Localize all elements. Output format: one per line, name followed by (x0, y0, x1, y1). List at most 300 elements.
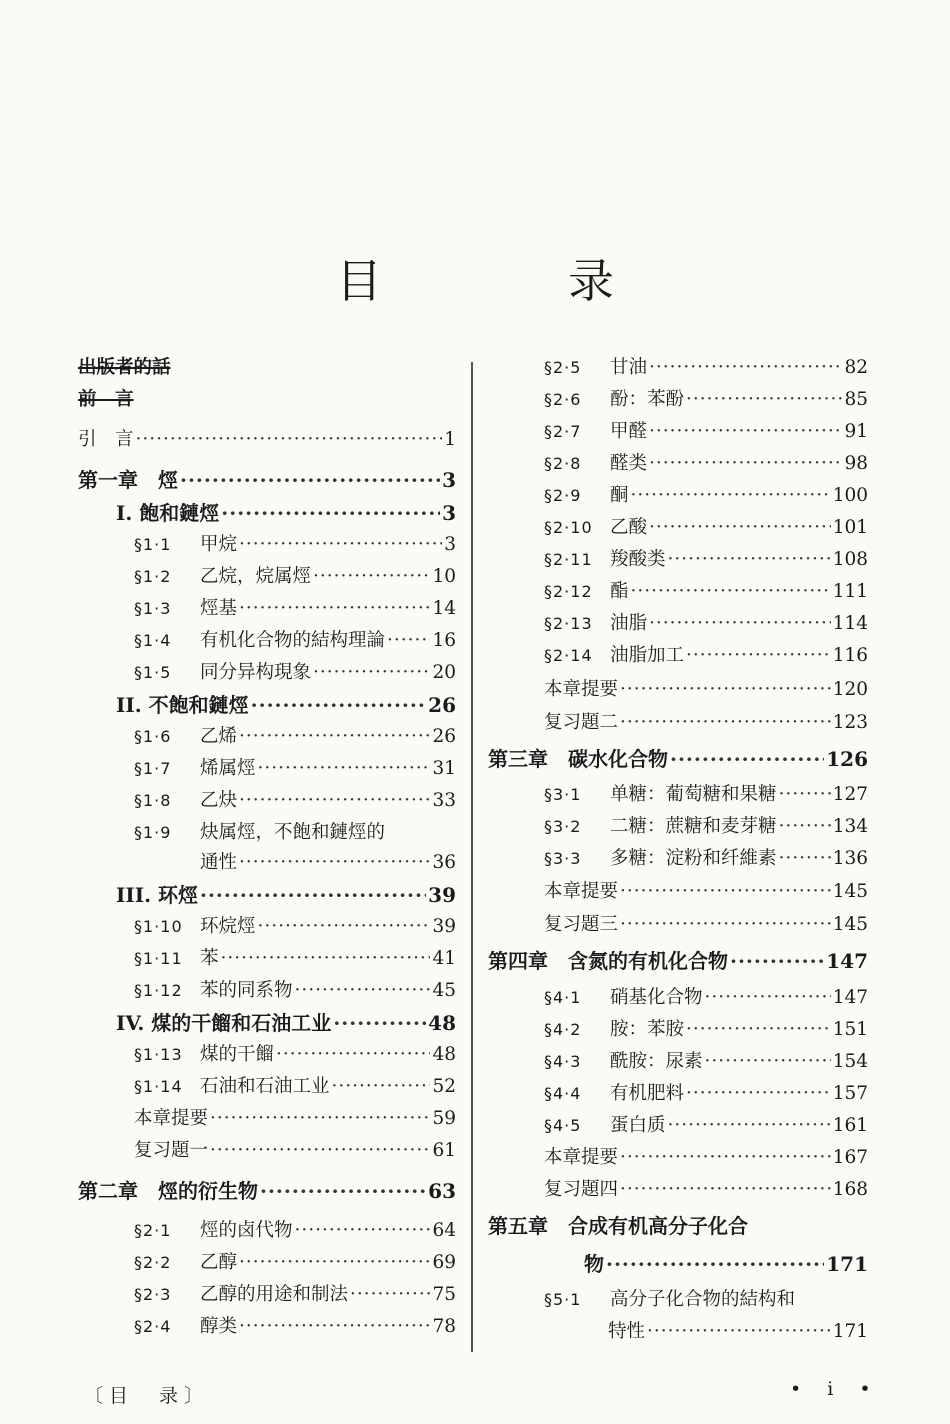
dot-leader (251, 695, 427, 715)
toc-entry-title (134, 1317, 237, 1337)
toc-entry-label: 乙醇的用途和制法 (200, 1284, 349, 1305)
section-number: §2·9 (544, 486, 582, 505)
toc-entry (78, 663, 456, 695)
toc-entry-title (544, 550, 666, 570)
toc-entry-title (544, 1052, 703, 1072)
dot-leader (620, 680, 831, 700)
toc-entry (488, 849, 868, 882)
toc-entry-title (544, 390, 684, 410)
toc-entry-label: 烴基 (200, 598, 238, 619)
toc-entry (78, 1077, 456, 1109)
toc-entry-label: 物 (584, 1252, 604, 1276)
toc-entry (78, 631, 456, 663)
toc-entry (78, 470, 456, 503)
toc-page-number: 154 (832, 1051, 868, 1072)
dot-leader (606, 1254, 824, 1274)
section-number: §2·14 (544, 646, 593, 665)
dot-leader (620, 915, 831, 935)
toc-page-number: 26 (428, 693, 456, 717)
toc-page-number: 3 (442, 468, 456, 492)
dot-leader (210, 1109, 430, 1129)
toc-entry-label: 前 言 (78, 389, 134, 410)
dot-leader (705, 988, 831, 1008)
toc-entry-title (78, 358, 171, 378)
dot-leader (332, 1077, 431, 1097)
toc-entry-title (584, 1254, 604, 1274)
toc-entry-title (134, 949, 219, 969)
dot-leader (313, 567, 430, 587)
toc-entry (488, 785, 868, 817)
toc-entry (78, 885, 456, 917)
toc-page-number: 48 (432, 1044, 456, 1065)
toc-entry-label: 本章提要 (544, 1147, 619, 1168)
toc-page-number: 168 (832, 1179, 868, 1200)
section-number: §1·3 (134, 599, 172, 618)
dot-leader (276, 1045, 430, 1065)
toc-entry-label: 本章提要 (544, 881, 619, 902)
dot-leader (239, 791, 430, 811)
toc-entry (488, 882, 868, 915)
toc-entry (78, 791, 456, 823)
dot-leader (260, 1181, 426, 1201)
toc-page-number: 61 (432, 1140, 456, 1161)
toc-page-number: 123 (832, 712, 868, 733)
toc-entry-label: 乙炔 (200, 790, 238, 811)
toc-page-number: 157 (832, 1083, 868, 1104)
toc-page-number: 85 (844, 389, 868, 410)
section-number: §1·1 (134, 535, 172, 554)
toc-entry-label: 乙醇 (200, 1252, 238, 1273)
toc-page-number: 78 (432, 1316, 456, 1337)
toc-page-number: 3 (444, 534, 456, 555)
toc-entry-title (544, 454, 647, 474)
dot-leader (295, 981, 431, 1001)
toc-entry-label: 醛类 (610, 453, 648, 474)
toc-entry-title (78, 470, 178, 490)
toc-page-number: 36 (432, 852, 456, 873)
toc-entry-title (488, 951, 728, 971)
toc-entry-label: 复习題四 (544, 1179, 619, 1200)
toc-entry (78, 1045, 456, 1077)
toc-entry-label: 甘油 (610, 357, 648, 378)
toc-page-number: 111 (832, 581, 868, 602)
toc-entry-title (544, 1116, 666, 1136)
toc-entry (78, 430, 456, 470)
toc-entry-title (544, 582, 629, 602)
toc-entry (488, 454, 868, 486)
section-number: §4·2 (544, 1020, 582, 1039)
toc-entry-title (544, 713, 618, 733)
toc-entry (488, 1322, 868, 1354)
toc-entry-title (544, 1020, 684, 1040)
toc-page-number: 31 (432, 758, 456, 779)
toc-entry-title (134, 727, 237, 747)
toc-page-number: 48 (428, 1011, 456, 1035)
toc-page-number: 136 (832, 848, 868, 869)
dot-leader (313, 663, 430, 683)
dot-leader (221, 949, 431, 969)
section-number: §2·2 (134, 1253, 172, 1272)
dot-leader (180, 470, 440, 490)
dot-leader (620, 713, 831, 733)
section-number: §2·4 (134, 1317, 172, 1336)
toc-page-number: 45 (432, 980, 456, 1001)
toc-entry-title (134, 535, 237, 555)
toc-entry (78, 599, 456, 631)
toc-entry-title (116, 885, 198, 905)
toc-page-number: 26 (432, 726, 456, 747)
toc-entry (78, 727, 456, 759)
section-number: §3·1 (544, 785, 582, 804)
toc-entry-title (544, 1084, 684, 1104)
section-number: §1·14 (134, 1077, 183, 1096)
section-number: §2·6 (544, 390, 582, 409)
toc-entry-title (544, 646, 684, 666)
toc-entry-label: 乙烷，烷属烴 (200, 566, 312, 587)
toc-page-number: 33 (432, 790, 456, 811)
toc-entry (488, 988, 868, 1020)
toc-entry-title (488, 1216, 748, 1236)
toc-page-number: 14 (432, 598, 456, 619)
section-number: §1·13 (134, 1045, 183, 1064)
toc-entry-label: II. 不飽和鏈烴 (116, 693, 249, 717)
toc-page-number: 167 (832, 1147, 868, 1168)
toc-page-number: 147 (826, 949, 868, 973)
dot-leader (136, 430, 443, 450)
toc-page-number: 69 (432, 1252, 456, 1273)
toc-page-number: 59 (432, 1108, 456, 1129)
toc-entry-title (488, 749, 668, 769)
toc-page-number: 39 (432, 916, 456, 937)
toc-entry-label: 煤的干餾 (200, 1044, 275, 1065)
toc-page-number: 63 (428, 1179, 456, 1203)
toc-entry (488, 749, 868, 785)
toc-page-number: 82 (844, 357, 868, 378)
toc-page-number: 20 (432, 662, 456, 683)
toc-entry-title (544, 518, 647, 538)
toc-entry (488, 1084, 868, 1116)
dot-leader (239, 599, 430, 619)
toc-column-right (488, 358, 868, 1354)
toc-entry-label: 同分异构現象 (200, 662, 312, 683)
toc-entry (78, 1317, 456, 1349)
toc-entry-label: 第三章 碳水化合物 (488, 747, 668, 771)
toc-entry-title (544, 1180, 618, 1200)
section-number: §4·5 (544, 1116, 582, 1135)
toc-entry (488, 486, 868, 518)
toc-page-number: 116 (832, 645, 868, 666)
dot-leader (779, 849, 831, 869)
toc-entry (488, 358, 868, 390)
section-number: §2·12 (544, 582, 593, 601)
toc-entry-label: 苯的同系物 (200, 980, 293, 1001)
section-number: §2·11 (544, 550, 593, 569)
dot-leader (239, 853, 430, 873)
toc-entry (78, 1141, 456, 1181)
toc-entry (488, 582, 868, 614)
toc-entry-label: 甲烷 (200, 534, 238, 555)
toc-page-number: 134 (832, 816, 868, 837)
toc-entry-title (134, 823, 385, 843)
toc-page-number: 64 (432, 1220, 456, 1241)
dot-leader (668, 1116, 831, 1136)
toc-entry-label: 醇类 (200, 1316, 238, 1337)
section-number: §1·8 (134, 791, 172, 810)
toc-entry-title (78, 390, 134, 410)
toc-entry (78, 1181, 456, 1221)
dot-leader (239, 1317, 430, 1337)
toc-entry (488, 518, 868, 550)
toc-entry-title (134, 663, 311, 683)
toc-entry (488, 1052, 868, 1084)
toc-entry-title (134, 599, 237, 619)
toc-entry (78, 917, 456, 949)
section-number: §2·8 (544, 454, 582, 473)
toc-entry-title (78, 1181, 258, 1201)
toc-entry-title (134, 759, 256, 779)
dot-leader (649, 358, 842, 378)
toc-entry (78, 503, 456, 535)
dot-leader (686, 646, 831, 666)
toc-entry (488, 1116, 868, 1148)
column-divider (471, 362, 473, 1352)
toc-page-number: 1 (444, 429, 456, 450)
dot-leader (620, 1180, 831, 1200)
dot-leader (631, 486, 831, 506)
toc-entry-label: 第五章 合成有机高分子化合 (488, 1214, 748, 1238)
toc-entry (488, 1290, 868, 1322)
toc-entry-label: 特性 (608, 1321, 646, 1342)
toc-page-number: 151 (832, 1019, 868, 1040)
toc-entry-title (134, 631, 385, 651)
toc-entry-title (134, 1285, 348, 1305)
toc-entry-label: 有机化合物的結构理論 (200, 630, 386, 651)
section-number: §2·5 (544, 358, 582, 377)
toc-entry (78, 823, 456, 853)
toc-entry-title (78, 430, 134, 450)
toc-entry-title (134, 917, 256, 937)
section-number: §1·10 (134, 917, 183, 936)
toc-entry-label: 本章提要 (544, 679, 619, 700)
toc-entry-title (544, 358, 647, 378)
toc-page-number: 145 (832, 914, 868, 935)
toc-entry-title (134, 1045, 274, 1065)
section-number: §2·13 (544, 614, 593, 633)
toc-entry-label: 烴的卤代物 (200, 1220, 293, 1241)
toc-page-number: 120 (832, 679, 868, 700)
toc-page-number: 3 (442, 501, 456, 525)
toc-entry-label: 乙酸 (610, 517, 648, 538)
dot-leader (779, 817, 831, 837)
dot-leader (387, 631, 430, 651)
toc-page-number: 108 (832, 549, 868, 570)
toc-page-number: 91 (844, 421, 868, 442)
toc-entry-label: 第二章 烴的衍生物 (78, 1179, 258, 1203)
toc-entry (488, 951, 868, 988)
section-number: §3·2 (544, 817, 582, 836)
section-number: §1·9 (134, 823, 172, 842)
toc-entry-title (134, 1077, 330, 1097)
toc-entry (78, 695, 456, 727)
dot-leader (258, 759, 431, 779)
toc-entry-label: 油脂加工 (610, 645, 685, 666)
toc-entry-title (544, 915, 618, 935)
toc-entry-title (544, 1290, 795, 1310)
toc-entry-label: 甲醛 (610, 421, 648, 442)
section-number: §2·10 (544, 518, 593, 537)
toc-entry-label: 硝基化合物 (610, 987, 703, 1008)
toc-entry-title (116, 695, 249, 715)
toc-entry-label: IV. 煤的干餾和石油工业 (116, 1011, 332, 1035)
dot-leader (649, 614, 831, 634)
section-number: §1·6 (134, 727, 172, 746)
toc-entry-label: 烯属烴 (200, 758, 256, 779)
toc-entry (78, 1253, 456, 1285)
toc-page-number: 114 (832, 613, 868, 634)
dot-leader (649, 518, 831, 538)
dot-leader (670, 749, 824, 769)
dot-leader (221, 503, 440, 523)
toc-entry-label: 复习題二 (544, 712, 619, 733)
toc-entry-label: 本章提要 (134, 1108, 209, 1129)
dot-leader (239, 727, 430, 747)
page-title: 目 录 (336, 254, 684, 308)
toc-entry (488, 1148, 868, 1180)
toc-entry-label: 炔属烴，不飽和鏈烴的 (200, 822, 386, 843)
dot-leader (686, 1020, 831, 1040)
dot-leader (686, 1084, 831, 1104)
toc-entry-label: 石油和石油工业 (200, 1076, 330, 1097)
dot-leader (239, 535, 442, 555)
toc-entry (78, 567, 456, 599)
toc-entry-label: 多糖：淀粉和纤維素 (610, 848, 777, 869)
section-number: §2·7 (544, 422, 582, 441)
toc-page-number: 147 (832, 987, 868, 1008)
toc-page-number: 100 (832, 485, 868, 506)
toc-page-number: 39 (428, 883, 456, 907)
running-footer: 〔目 录〕 (84, 1385, 210, 1407)
toc-entry-title (134, 1109, 208, 1129)
toc-entry-label: 酰胺：尿素 (610, 1051, 703, 1072)
toc-page-number: 41 (432, 948, 456, 969)
toc-entry-title (544, 882, 618, 902)
toc-entry (488, 680, 868, 713)
dot-leader (649, 454, 842, 474)
toc-entry-label: 第四章 含氮的有机化合物 (488, 949, 728, 973)
toc-page-number: 75 (432, 1284, 456, 1305)
toc-page-number: 161 (832, 1115, 868, 1136)
toc-entry-title (134, 1253, 237, 1273)
toc-entry (488, 646, 868, 680)
toc-entry (78, 390, 456, 430)
toc-entry-title (544, 680, 618, 700)
toc-entry (488, 550, 868, 582)
toc-entry-label: 复习題三 (544, 914, 619, 935)
toc-entry-title (544, 988, 703, 1008)
toc-entry-label: 油脂 (610, 613, 648, 634)
dot-leader (730, 951, 824, 971)
toc-entry-title (200, 853, 237, 873)
toc-entry-label: 出版者的話 (78, 357, 171, 378)
toc-entry-title (134, 1221, 293, 1241)
dot-leader (631, 582, 831, 602)
toc-entry (488, 817, 868, 849)
dot-leader (779, 785, 831, 805)
toc-entry-title (544, 614, 647, 634)
toc-entry (488, 1180, 868, 1216)
section-number: §1·4 (134, 631, 172, 650)
section-number: §2·3 (134, 1285, 172, 1304)
toc-entry-label: III. 环烴 (116, 883, 198, 907)
toc-entry (488, 1216, 868, 1254)
toc-page-number: 101 (832, 517, 868, 538)
section-number: §1·12 (134, 981, 183, 1000)
section-number: §2·1 (134, 1221, 172, 1240)
toc-page-number: 98 (844, 453, 868, 474)
toc-entry (78, 1109, 456, 1141)
toc-entry (78, 535, 456, 567)
section-number: §3·3 (544, 849, 582, 868)
toc-entry-label: 单糖：葡萄糖和果糖 (610, 784, 777, 805)
toc-entry-title (116, 1013, 331, 1033)
toc-entry (78, 949, 456, 981)
toc-entry-title (544, 785, 777, 805)
toc-entry (488, 1020, 868, 1052)
section-number: §1·7 (134, 759, 172, 778)
dot-leader (620, 1148, 831, 1168)
toc-entry-label: 蛋白质 (610, 1115, 666, 1136)
toc-entry (78, 1285, 456, 1317)
toc-entry-label: I. 飽和鏈烴 (116, 501, 220, 525)
toc-entry-title (608, 1322, 645, 1342)
section-number: §4·3 (544, 1052, 582, 1071)
toc-entry-label: 通性 (200, 852, 238, 873)
dot-leader (668, 550, 831, 570)
dot-leader (333, 1013, 426, 1033)
dot-leader (239, 1253, 430, 1273)
section-number: §1·5 (134, 663, 172, 682)
toc-entry-label: 酯 (610, 581, 629, 602)
toc-entry-title (544, 422, 647, 442)
toc-entry (488, 713, 868, 749)
toc-entry-label: 酚：苯酚 (610, 389, 685, 410)
dot-leader (649, 422, 842, 442)
toc-entry-label: 复习題一 (134, 1140, 209, 1161)
toc-entry (78, 759, 456, 791)
toc-entry (78, 853, 456, 885)
toc-entry-title (544, 849, 777, 869)
toc-entry-title (544, 486, 629, 506)
toc-entry-title (544, 817, 777, 837)
dot-leader (686, 390, 842, 410)
toc-entry (488, 915, 868, 951)
toc-entry (78, 981, 456, 1013)
toc-entry-title (134, 1141, 208, 1161)
toc-page-number: 16 (432, 630, 456, 651)
toc-page-number: 145 (832, 881, 868, 902)
toc-column-left (78, 358, 456, 1349)
toc-page-number: 10 (432, 566, 456, 587)
toc-page-number: 126 (826, 747, 868, 771)
toc-entry-title (134, 981, 293, 1001)
section-number: §4·4 (544, 1084, 582, 1103)
dot-leader (258, 917, 431, 937)
dot-leader (200, 885, 426, 905)
toc-entry (78, 358, 456, 390)
dot-leader (295, 1221, 431, 1241)
dot-leader (620, 882, 831, 902)
dot-leader (647, 1322, 831, 1342)
